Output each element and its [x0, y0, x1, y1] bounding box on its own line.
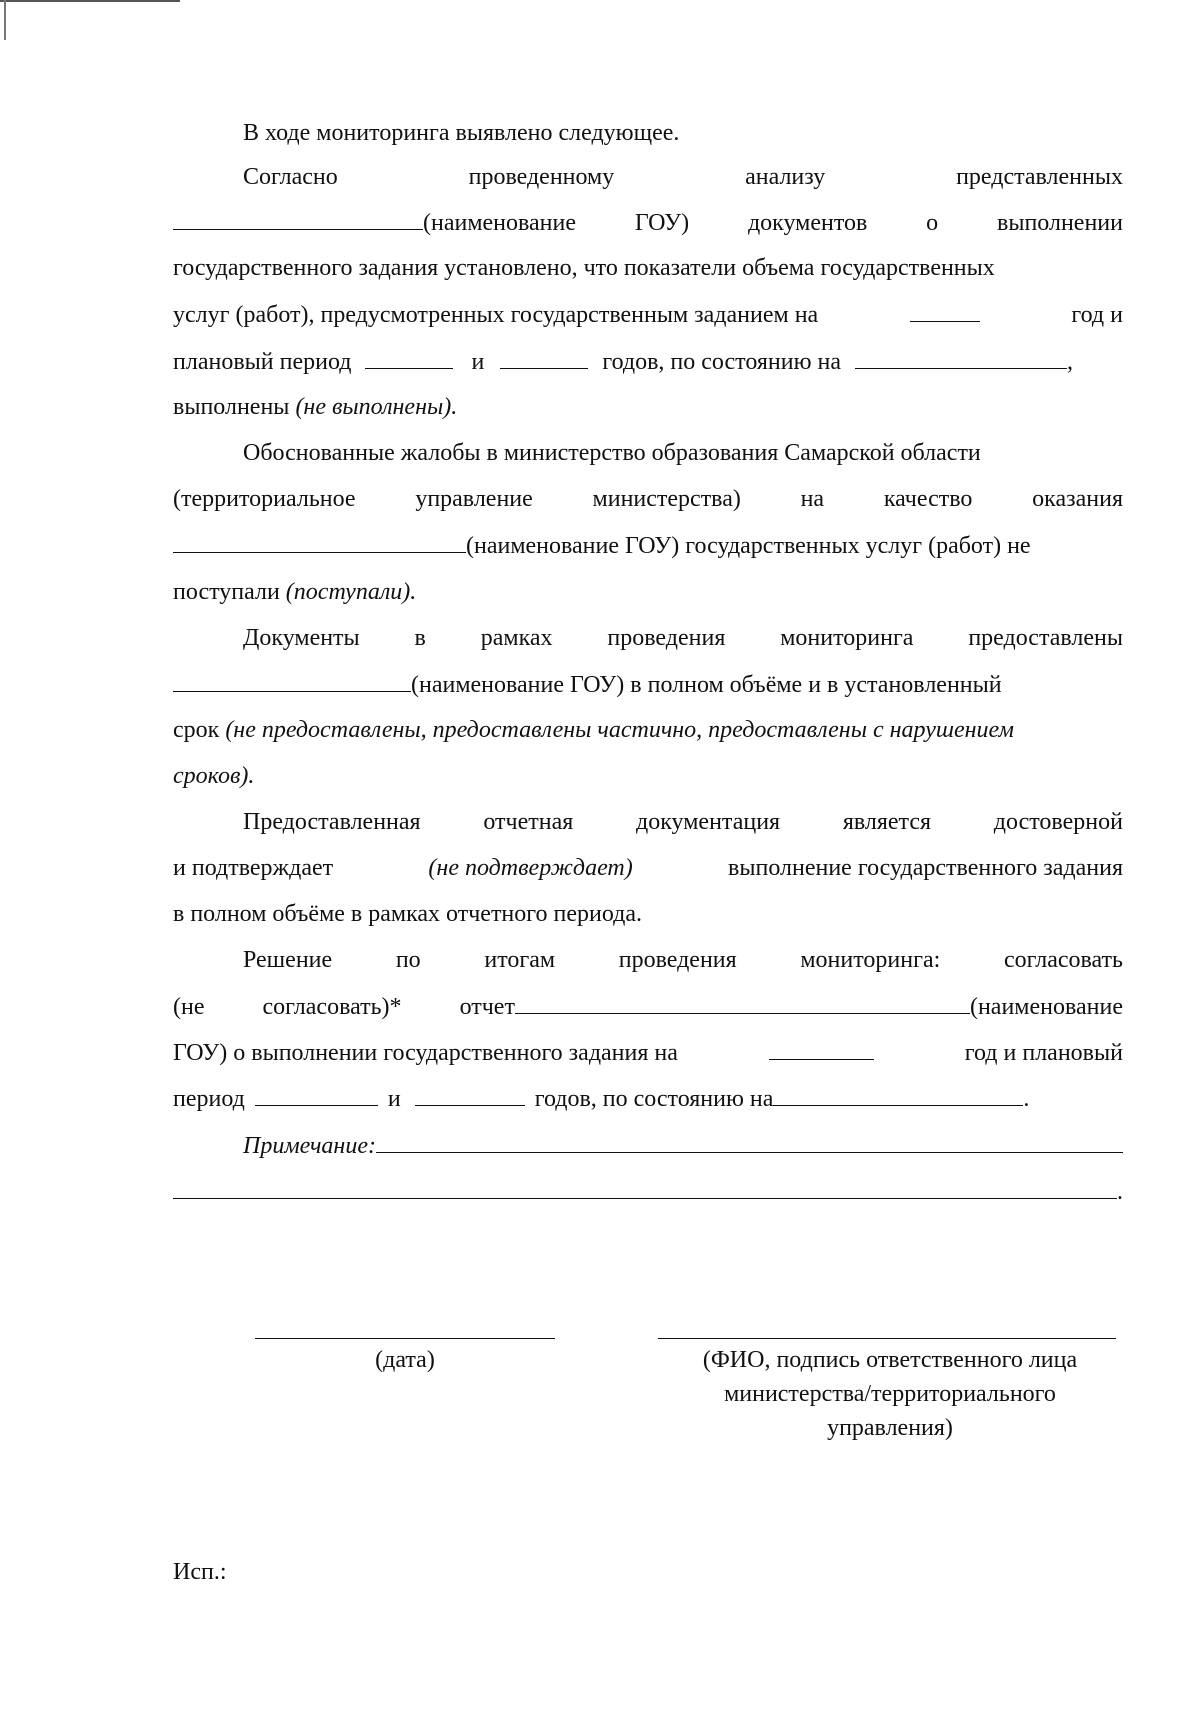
paragraph-analysis-line-5: [173, 346, 1123, 377]
text: год и: [1071, 302, 1123, 328]
blank-year: [910, 299, 980, 322]
text: и: [471, 349, 485, 375]
text: год и плановый: [964, 1040, 1123, 1066]
text: срок: [173, 717, 220, 743]
text: (наименование ГОУ) государственных услуг (работ) не: [466, 533, 1031, 559]
word: на: [800, 486, 825, 512]
blank-period-to: [415, 1083, 525, 1106]
blank-year: [769, 1037, 874, 1060]
blank-gou-name: [173, 530, 466, 553]
word: министерства): [592, 486, 741, 512]
text: и подтверждает: [173, 855, 334, 881]
word: рамках: [480, 625, 553, 651]
text: ,: [1067, 349, 1074, 375]
paragraph-decision-line-3: [173, 1037, 1123, 1068]
word: итогам: [484, 947, 556, 973]
paragraph-analysis-line-4: [173, 299, 1123, 330]
blank-date: [773, 1083, 1023, 1106]
italic-text: (поступали).: [285, 579, 417, 605]
word: качество: [883, 486, 973, 512]
paragraph-intro: В ходе мониторинга выявлено следующее.: [243, 120, 680, 146]
note-line: [243, 1130, 1123, 1161]
word: документов: [747, 210, 868, 236]
italic-text: (не предоставлены, предоставлены частично, предоставлены с нарушением: [225, 717, 1014, 743]
text: плановый период: [173, 349, 352, 375]
fio-caption-line-2: министерства/территориального: [724, 1381, 1056, 1407]
paragraph-documents-line-4: сроков).: [173, 763, 255, 789]
text: отчет: [459, 994, 515, 1020]
paragraph-reporting-line-1: [243, 807, 1123, 837]
paragraph-analysis-line-2: [173, 207, 1123, 238]
text: годов, по состоянию на: [602, 349, 842, 375]
paragraph-analysis-line-1: [243, 162, 1123, 192]
word: проведенному: [468, 164, 615, 190]
blank-period-from: [365, 346, 453, 369]
italic-text: (не выполнены).: [295, 394, 458, 420]
paragraph-complaints-line-3: [173, 530, 1123, 561]
text: годов, по состоянию на: [534, 1086, 774, 1112]
word: (территориальное: [173, 486, 356, 512]
paragraph-complaints-line-4: [173, 577, 1123, 607]
fio-caption-line-1: (ФИО, подпись ответственного лица: [702, 1347, 1078, 1373]
word: отчетная: [483, 809, 574, 835]
word: согласовать: [1003, 947, 1123, 973]
paragraph-complaints-line-1: Обоснованные жалобы в министерство образования Самарской области: [243, 440, 981, 466]
word: мониторинга: [780, 625, 914, 651]
text: (наименование: [969, 994, 1123, 1020]
word: анализу: [745, 164, 826, 190]
paragraph-decision-line-4: [173, 1083, 1123, 1114]
word: управление: [415, 486, 533, 512]
blank-gou-name: [173, 207, 423, 230]
text: согласовать)*: [262, 994, 402, 1020]
word: документация: [636, 809, 781, 835]
text: поступали: [173, 579, 280, 605]
word: ГОУ): [634, 210, 690, 236]
word: предоставлены: [968, 625, 1123, 651]
note-label: Примечание:: [243, 1133, 376, 1159]
text: (наименование ГОУ) в полном объёме и в установленный: [411, 672, 1002, 698]
paragraph-documents-line-3: [173, 715, 1123, 745]
scan-edge-left: [4, 0, 6, 40]
text: выполнены: [173, 394, 290, 420]
word: представленных: [956, 164, 1123, 190]
word: Согласно: [243, 164, 338, 190]
paragraph-decision-line-2: [173, 991, 1123, 1022]
word: Документы: [243, 625, 360, 651]
word: в: [414, 625, 426, 651]
text: .: [1117, 1179, 1123, 1205]
blank-note: [376, 1130, 1123, 1153]
paragraph-documents-line-2: [173, 669, 1123, 700]
word: о: [926, 210, 939, 236]
blank-note-continued: [173, 1176, 1117, 1199]
word: проведения: [607, 625, 726, 651]
blank-gou-name: [173, 669, 411, 692]
word: (наименование: [423, 210, 577, 236]
text: ГОУ) о выполнении государственного задания на: [173, 1040, 678, 1066]
blank-period-from: [255, 1083, 378, 1106]
word: по: [395, 947, 421, 973]
word: мониторинга:: [800, 947, 941, 973]
note-line-2: [173, 1176, 1123, 1207]
blank-date: [855, 346, 1067, 369]
date-caption: (дата): [375, 1347, 435, 1373]
fio-caption-line-3: управления): [827, 1415, 953, 1441]
word: выполнении: [997, 210, 1123, 236]
blank-period-to: [500, 346, 588, 369]
date-signature-line: [255, 1338, 555, 1339]
paragraph-analysis-line-3: государственного задания установлено, что показатели объема государственных: [173, 255, 995, 281]
fio-signature-line: [658, 1338, 1116, 1339]
text: услуг (работ), предусмотренных государственным заданием на: [173, 302, 819, 328]
paragraph-complaints-line-2: [173, 484, 1123, 514]
italic-text: (не подтверждает): [428, 855, 633, 881]
text: период: [173, 1086, 245, 1112]
paragraph-analysis-line-6: [173, 392, 1123, 422]
word: Решение: [243, 947, 333, 973]
paragraph-documents-line-1: [243, 623, 1123, 653]
text: (не: [173, 994, 205, 1020]
scan-edge: [0, 0, 180, 2]
blank-report: [515, 991, 970, 1014]
executor-label: Исп.:: [173, 1559, 227, 1585]
word: проведения: [618, 947, 737, 973]
paragraph-decision-line-1: [243, 945, 1123, 975]
text: .: [1023, 1086, 1030, 1112]
word: является: [842, 809, 932, 835]
word: оказания: [1032, 486, 1123, 512]
text: и: [387, 1086, 401, 1112]
paragraph-reporting-line-2: [173, 853, 1123, 883]
word: Предоставленная: [243, 809, 421, 835]
text: выполнение государственного задания: [728, 855, 1123, 881]
paragraph-reporting-line-3: в полном объёме в рамках отчетного периода.: [173, 901, 643, 927]
word: достоверной: [993, 809, 1123, 835]
